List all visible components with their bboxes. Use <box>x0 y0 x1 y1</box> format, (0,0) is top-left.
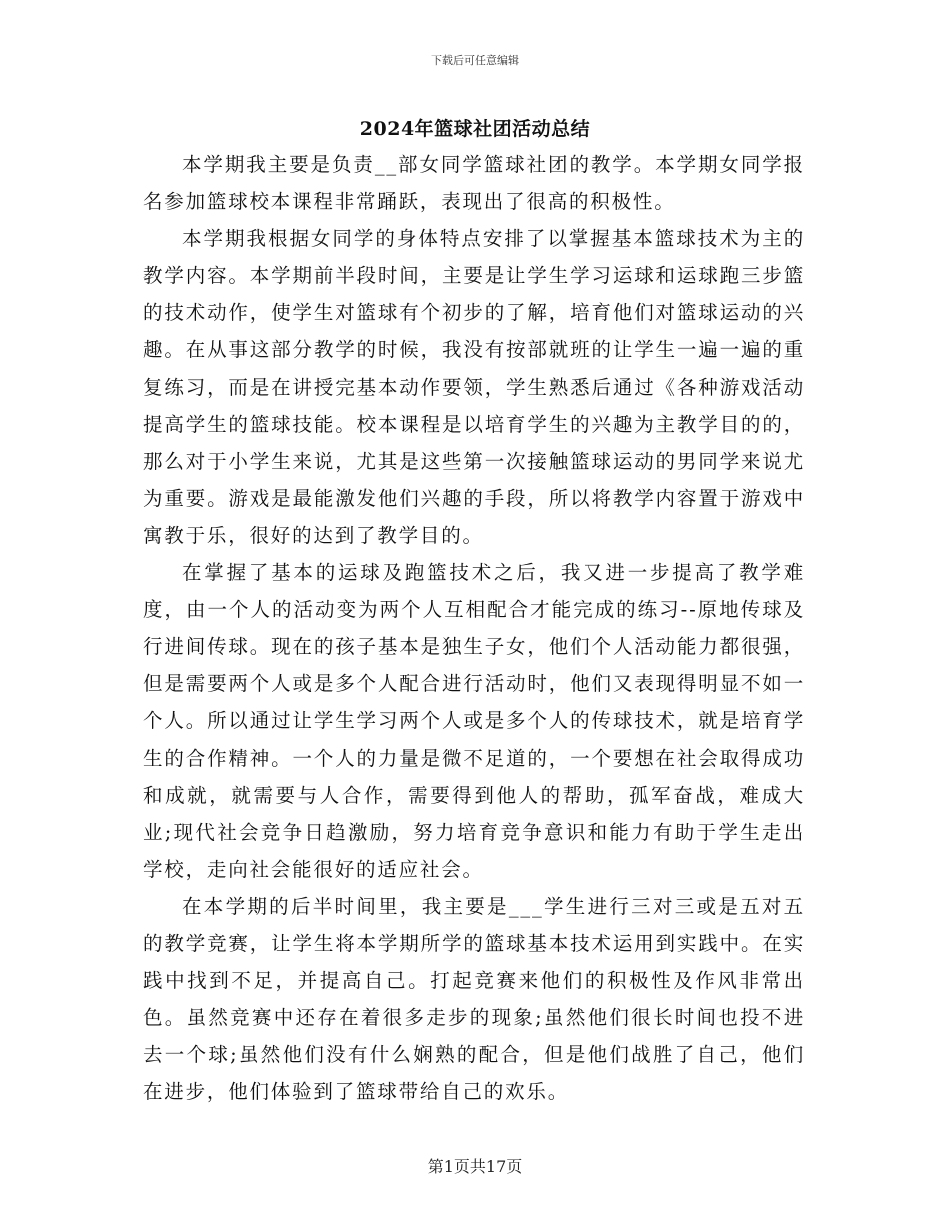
page-header-note: 下载后可任意编辑 <box>431 54 519 67</box>
document-title: 2024年篮球社团活动总结 <box>359 118 591 140</box>
page-number: 第1页共17页 <box>427 1157 523 1176</box>
paragraph-4: 在本学期的后半时间里，我主要是___学生进行三对三或是五对五的教学竞赛，让学生将本学期所学的篮球基本技术运用到实践中。在实践中找到不足，并提高自己。打起竞赛来他们的积极性及作风非常出色。虽然竞赛中还存在着很多走步的现象;虽然他们很长时间也投不进去一个球;虽然他们没有什么娴熟的配合，但是他们战胜了自己，他们在进步，他们体验到了篮球带给自己的欢乐。 <box>143 894 805 1104</box>
paragraph-3: 在掌握了基本的运球及跑篮技术之后，我又进一步提高了教学难度，由一个人的活动变为两个人互相配合才能完成的练习--原地传球及行进间传球。现在的孩子基本是独生子女，他们个人活动能力都很强，但是需要两个人或是多个人配合进行活动时，他们又表现得明显不如一个人。所以通过让学生学习两个人或是多个人的传球技术，就是培育学生的合作精神。一个人的力量是微不足道的，一个要想在社会取得成功和成就，就需要与人合作，需要得到他人的帮助，孤军奋战，难成大业;现代社会竞争日趋激励，努力培育竞争意识和能力有助于学生走出学校，走向社会能很好的适应社会。 <box>143 561 805 881</box>
paragraph-2: 本学期我根据女同学的身体特点安排了以掌握基本篮球技术为主的教学内容。本学期前半段时间，主要是让学生学习运球和运球跑三步篮的技术动作，使学生对篮球有个初步的了解，培育他们对篮球运动的兴趣。在从事这部分教学的时候，我没有按部就班的让学生一遍一遍的重复练习，而是在讲授完基本动作要领，学生熟悉后通过《各种游戏活动提高学生的篮球技能。校本课程是以培育学生的兴趣为主教学目的的，那么对于小学生来说，尤其是这些第一次接触篮球运动的男同学来说尤为重要。游戏是最能激发他们兴趣的手段，所以将教学内容置于游戏中寓教于乐，很好的达到了教学目的。 <box>143 227 805 547</box>
paragraph-1: 本学期我主要是负责__部女同学篮球社团的教学。本学期女同学报名参加篮球校本课程非常踊跃，表现出了很高的积极性。 <box>143 153 805 214</box>
document-body <box>143 146 805 1110</box>
